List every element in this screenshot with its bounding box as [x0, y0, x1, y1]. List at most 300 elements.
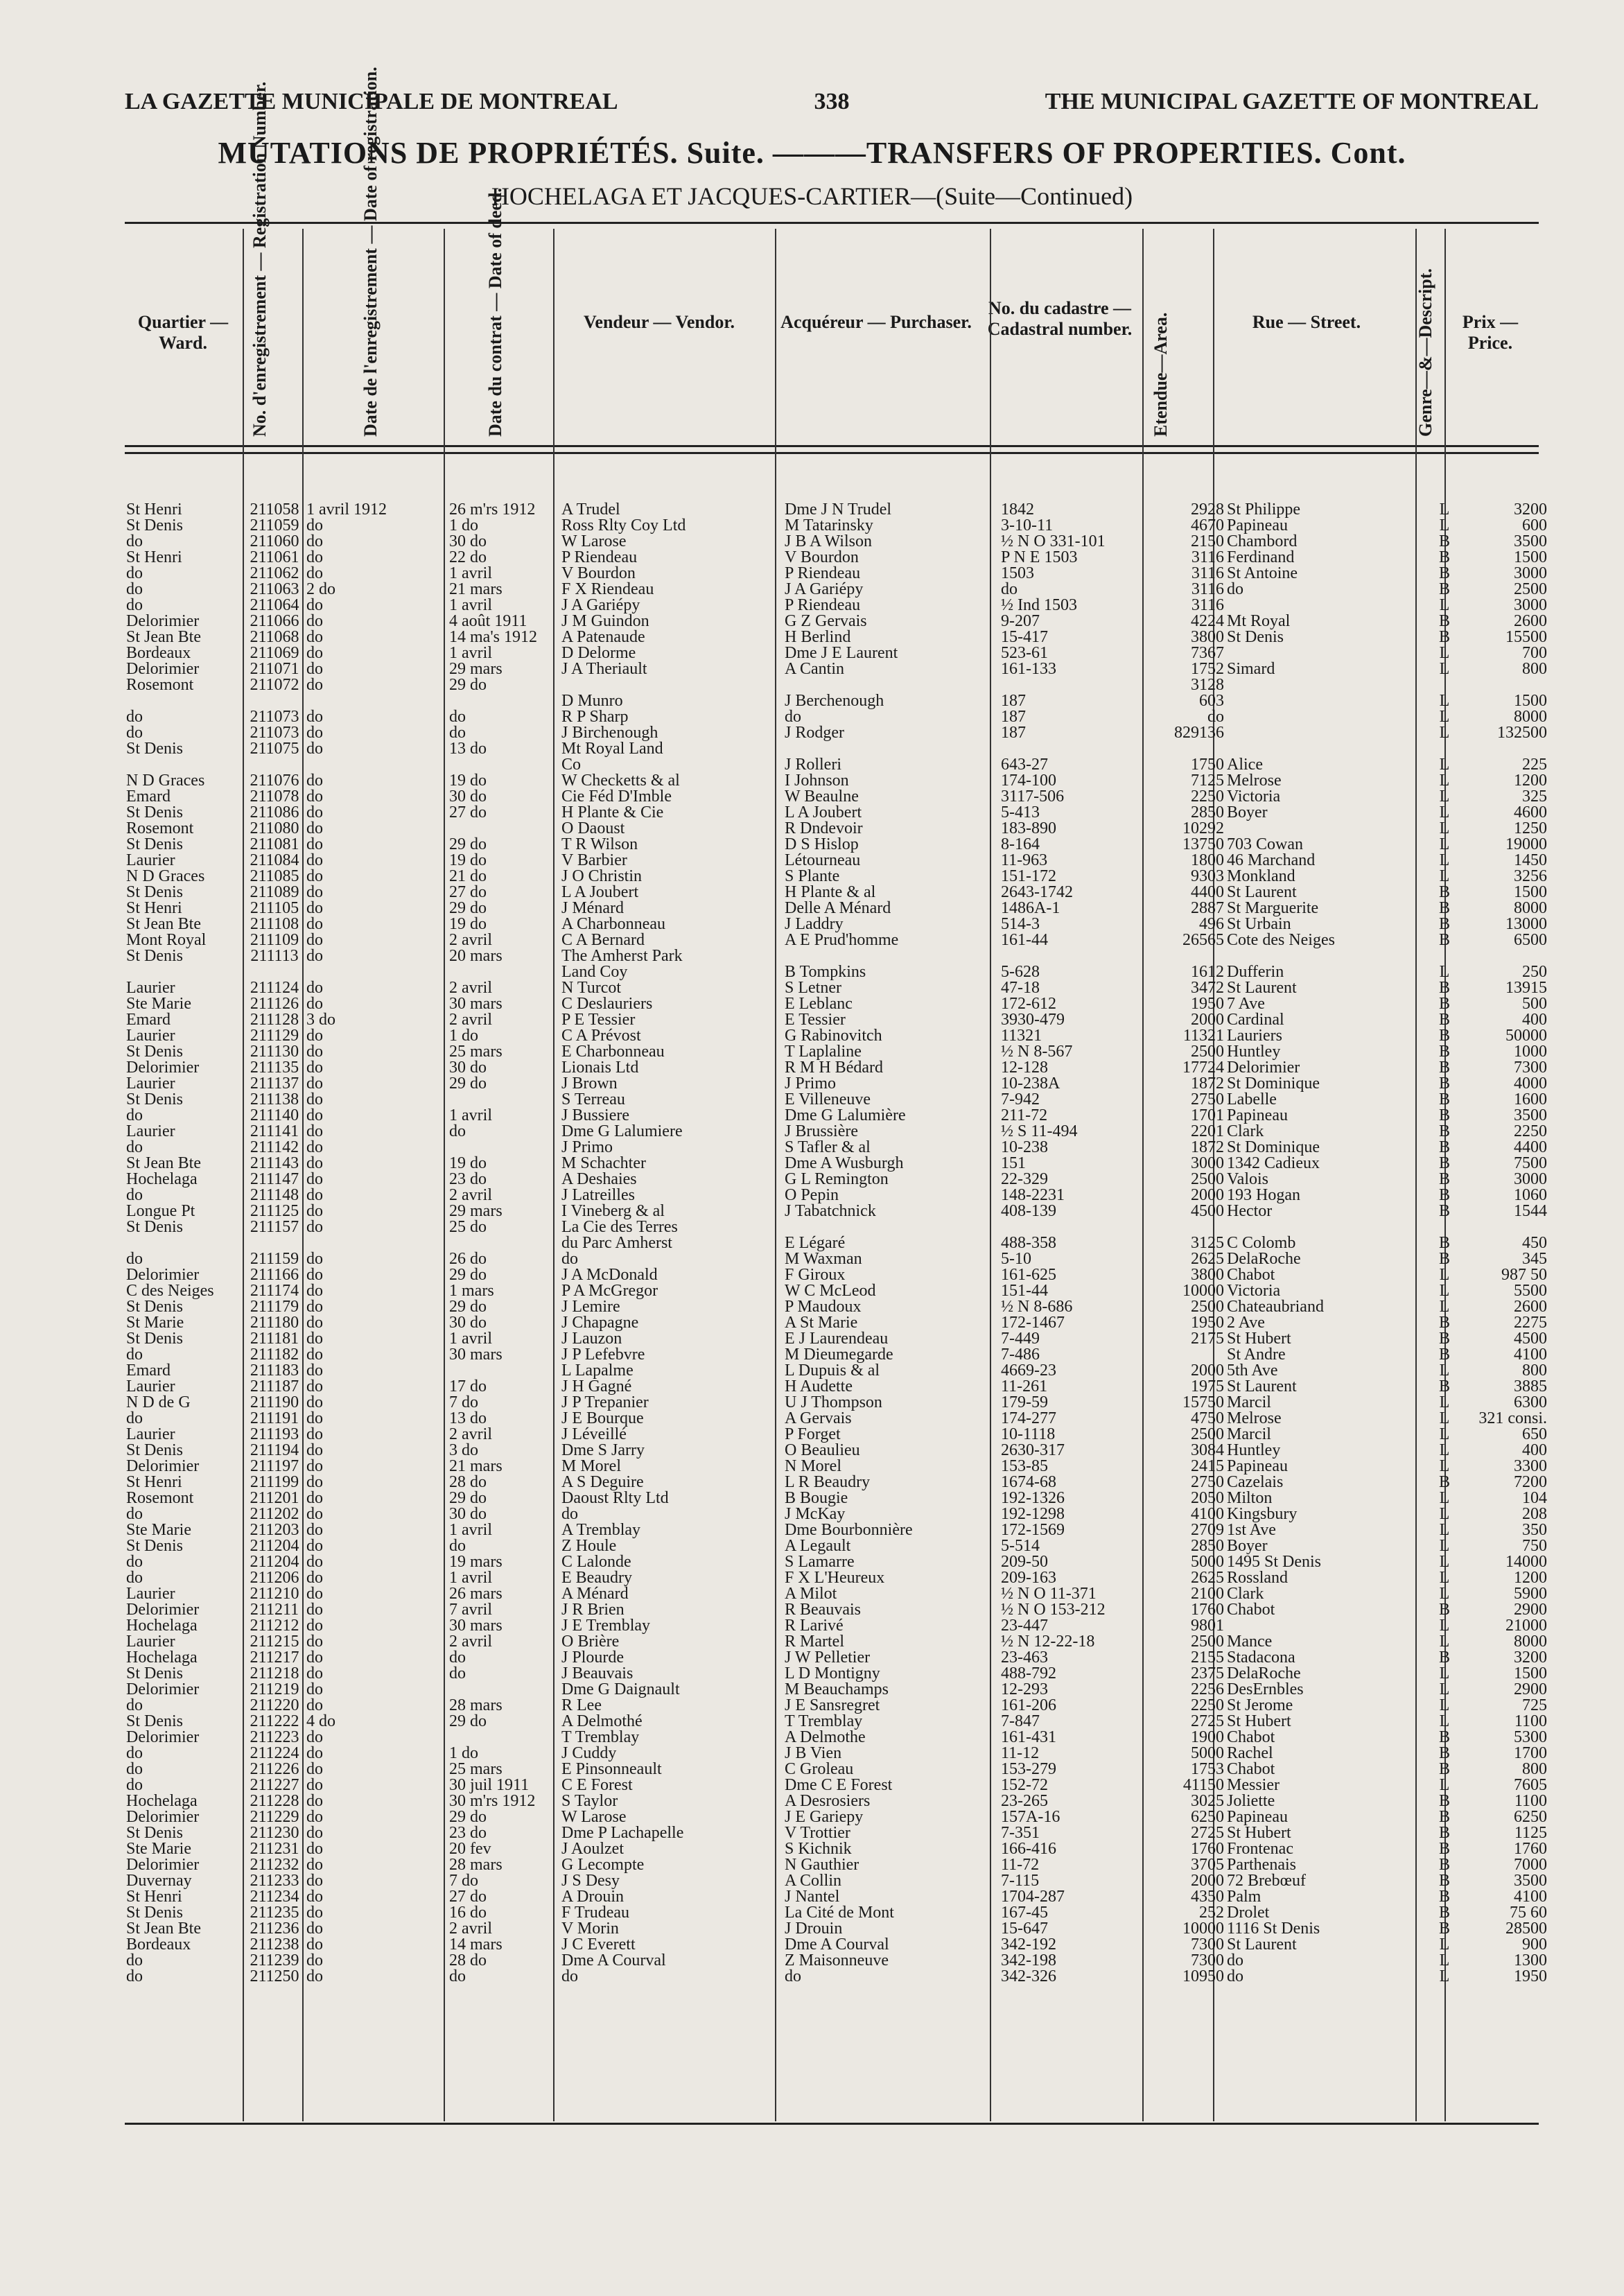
- table-row: [125, 741, 1548, 757]
- vendor-cell: J E Tremblay: [561, 1618, 651, 1634]
- registration-number-cell: 211210: [250, 1586, 299, 1602]
- table-row: [125, 869, 1548, 885]
- price-cell: 1950: [1514, 1969, 1547, 1985]
- street-cell: Palm: [1227, 1889, 1261, 1905]
- ward-cell: do: [126, 1953, 143, 1969]
- vendor-cell: Dme G Daignault: [561, 1682, 680, 1698]
- table-row: [125, 1969, 1548, 1985]
- registration-number-cell: 211081: [250, 837, 299, 853]
- registration-date-cell: do: [306, 773, 323, 789]
- price-cell: 800: [1522, 1762, 1547, 1777]
- price-cell: 800: [1522, 1363, 1547, 1379]
- registration-date-cell: do: [306, 1953, 323, 1969]
- registration-number-cell: 211066: [250, 614, 299, 629]
- ward-cell: Laurier: [126, 1427, 175, 1443]
- genre-cell: B: [1438, 1793, 1450, 1809]
- price-cell: 15500: [1505, 629, 1547, 645]
- area-cell: 3125: [1191, 1235, 1224, 1251]
- deed-date-cell: 1 mars: [449, 1283, 494, 1299]
- cadastre-cell: 5-628: [1001, 964, 1040, 980]
- vendor-cell: The Amherst Park: [561, 948, 683, 964]
- purchaser-cell: J Brussière: [785, 1124, 858, 1140]
- registration-date-cell: do: [306, 1937, 323, 1953]
- registration-date-cell: do: [306, 1363, 323, 1379]
- registration-number-cell: 211180: [250, 1315, 299, 1331]
- purchaser-cell: W Beaulne: [785, 789, 859, 805]
- vendor-cell: Dme A Courval: [561, 1953, 666, 1969]
- price-cell: 1200: [1514, 773, 1547, 789]
- registration-number-cell: 211140: [250, 1108, 299, 1124]
- price-cell: 4600: [1514, 805, 1547, 821]
- price-cell: 50000: [1505, 1028, 1547, 1044]
- ward-cell: Laurier: [126, 1379, 175, 1395]
- registration-number-cell: 211218: [250, 1666, 299, 1682]
- vendor-cell: J H Gagné: [561, 1379, 632, 1395]
- genre-cell: L: [1439, 1267, 1450, 1283]
- purchaser-cell: [783, 741, 999, 757]
- registration-date-cell: do: [306, 1809, 323, 1825]
- deed-date-cell: 19 do: [449, 916, 487, 932]
- genre-cell: [1429, 741, 1460, 757]
- area-cell: 5000: [1191, 1746, 1224, 1762]
- area-cell: 15750: [1182, 1395, 1224, 1411]
- deed-date-cell: 17 do: [449, 1379, 487, 1395]
- registration-date-cell: do: [306, 1475, 323, 1490]
- price-cell: 750: [1522, 1538, 1547, 1554]
- genre-cell: L: [1439, 1953, 1450, 1969]
- cadastre-cell: ½ S 11-494: [1001, 1124, 1078, 1140]
- street-cell: 193 Hogan: [1227, 1188, 1300, 1203]
- vendor-cell: F X Riendeau: [561, 582, 654, 598]
- registration-date-cell: do: [306, 709, 323, 725]
- cadastre-cell: 179-59: [1001, 1395, 1048, 1411]
- street-cell: Melrose: [1227, 773, 1282, 789]
- registration-date-cell: do: [306, 518, 323, 534]
- ward-cell: Delorimier: [126, 1602, 200, 1618]
- registration-date-cell: do: [306, 1459, 323, 1475]
- price-cell: 1600: [1514, 1092, 1547, 1108]
- registration-date-cell: do: [306, 948, 323, 964]
- genre-cell: B: [1438, 1060, 1450, 1076]
- price-cell: 2275: [1514, 1315, 1547, 1331]
- purchaser-cell: J E Sansregret: [785, 1698, 880, 1714]
- deed-date-cell: 29 mars: [449, 1203, 503, 1219]
- ward-cell: Delorimier: [126, 1857, 200, 1873]
- street-cell: Valois: [1227, 1172, 1268, 1188]
- street-cell: Kingsbury: [1227, 1506, 1298, 1522]
- registration-date-cell: do: [306, 1666, 323, 1682]
- purchaser-cell: A Desrosiers: [785, 1793, 871, 1809]
- deed-date-cell: 28 mars: [449, 1857, 503, 1873]
- street-cell: [1225, 948, 1429, 964]
- price-cell: 4000: [1514, 1076, 1547, 1092]
- cadastre-cell: 209-50: [1001, 1554, 1048, 1570]
- street-cell: 5th Ave: [1227, 1363, 1278, 1379]
- registration-date-cell: do: [306, 980, 323, 996]
- registration-number-cell: 211109: [250, 932, 299, 948]
- genre-cell: L: [1439, 1586, 1450, 1602]
- ward-cell: Delorimier: [126, 1060, 200, 1076]
- cadastre-cell: 209-163: [1001, 1570, 1056, 1586]
- registration-number-cell: 211124: [250, 980, 299, 996]
- deed-date-cell: 28 do: [449, 1475, 487, 1490]
- purchaser-cell: [783, 1219, 999, 1235]
- purchaser-cell: J B Vien: [785, 1746, 842, 1762]
- price-cell: [1460, 741, 1548, 757]
- street-cell: Chabot: [1227, 1602, 1275, 1618]
- registration-number-cell: 211250: [250, 1969, 299, 1985]
- registration-number-cell: 211113: [250, 948, 299, 964]
- price-cell: 8000: [1514, 901, 1547, 916]
- purchaser-cell: do: [785, 1969, 801, 1985]
- cadastre-cell: 10-238: [1001, 1140, 1048, 1156]
- price-cell: 7500: [1514, 1156, 1547, 1172]
- price-cell: 800: [1522, 661, 1547, 677]
- cadastre-cell: 643-27: [1001, 757, 1048, 773]
- price-cell: 2500: [1514, 582, 1547, 598]
- cadastre-cell: 187: [1001, 725, 1026, 741]
- cadastre-cell: 12-128: [1001, 1060, 1048, 1076]
- area-cell: 2725: [1191, 1825, 1224, 1841]
- table-row: [125, 1092, 1548, 1108]
- ward-cell: Laurier: [126, 1124, 175, 1140]
- vendor-cell: T R Wilson: [561, 837, 638, 853]
- registration-number-cell: 211204: [250, 1538, 299, 1554]
- cadastre-cell: 3-10-11: [1001, 518, 1054, 534]
- ward-cell: St Henri: [126, 1475, 182, 1490]
- area-cell: 2000: [1191, 1363, 1224, 1379]
- vendor-cell: P E Tessier: [561, 1012, 636, 1028]
- deed-date-cell: 2 avril: [449, 1634, 492, 1650]
- genre-cell: L: [1439, 1682, 1450, 1698]
- ward-cell: St Henri: [126, 502, 182, 518]
- street-cell: 1342 Cadieux: [1227, 1156, 1320, 1172]
- genre-cell: B: [1438, 1203, 1450, 1219]
- cadastre-cell: 11-12: [1001, 1746, 1040, 1762]
- area-cell: 2750: [1191, 1475, 1224, 1490]
- registration-number-cell: 211232: [250, 1857, 299, 1873]
- vendor-cell: do: [561, 1506, 578, 1522]
- area-cell: 4750: [1191, 1411, 1224, 1427]
- registration-number-cell: 211061: [250, 550, 299, 566]
- deed-date-cell: 19 do: [449, 853, 487, 869]
- deed-date-cell: 14 ma's 1912: [449, 629, 537, 645]
- cadastre-cell: ½ N 8-686: [1001, 1299, 1073, 1315]
- street-cell: 72 Brebœuf: [1227, 1873, 1306, 1889]
- area-cell: 3800: [1191, 1267, 1224, 1283]
- price-cell: 1760: [1514, 1841, 1547, 1857]
- registration-date-cell: do: [306, 677, 323, 693]
- table-row: [125, 916, 1548, 932]
- registration-number-cell: 211084: [250, 853, 299, 869]
- purchaser-cell: L A Joubert: [785, 805, 862, 821]
- registration-date-cell: do: [306, 1905, 323, 1921]
- cadastre-cell: 174-277: [1001, 1411, 1056, 1427]
- area-cell: 41150: [1182, 1777, 1224, 1793]
- ward-cell: do: [126, 1411, 143, 1427]
- price-cell: 21000: [1505, 1618, 1547, 1634]
- registration-date-cell: do: [306, 885, 323, 901]
- vendor-cell: J Ménard: [561, 901, 624, 916]
- purchaser-cell: J Tabatchnick: [785, 1203, 876, 1219]
- deed-date-cell: 20 fev: [449, 1841, 491, 1857]
- ward-cell: Bordeaux: [126, 645, 191, 661]
- table-row: [125, 1746, 1548, 1762]
- area-cell: 2725: [1191, 1714, 1224, 1730]
- registration-date-cell: do: [306, 1570, 323, 1586]
- cadastre-cell: 1704-287: [1001, 1889, 1065, 1905]
- deed-date-cell: 28 do: [449, 1953, 487, 1969]
- area-cell: 829136: [1174, 725, 1224, 741]
- cadastre-cell: 12-293: [1001, 1682, 1048, 1698]
- area-cell: 10950: [1182, 1969, 1224, 1985]
- genre-cell: B: [1438, 996, 1450, 1012]
- price-cell: 1060: [1514, 1188, 1547, 1203]
- registration-date-cell: do: [306, 1522, 323, 1538]
- genre-cell: L: [1439, 1554, 1450, 1570]
- genre-cell: L: [1439, 693, 1450, 709]
- table-row: [125, 1602, 1548, 1618]
- price-cell: 4400: [1514, 1140, 1547, 1156]
- purchaser-cell: I Johnson: [785, 773, 849, 789]
- vendor-cell: J Birchenough: [561, 725, 658, 741]
- vendor-cell: F Trudeau: [561, 1905, 630, 1921]
- registration-number-cell: 211148: [250, 1188, 299, 1203]
- street-cell: Chambord: [1227, 534, 1298, 550]
- table-row: [125, 1060, 1548, 1076]
- registration-number-cell: 211138: [250, 1092, 299, 1108]
- cadastre-cell: ½ Ind 1503: [1001, 598, 1077, 614]
- deed-date-cell: 19 do: [449, 1156, 487, 1172]
- cadastre-cell: 7-847: [1001, 1714, 1040, 1730]
- ward-cell: Hochelaga: [126, 1618, 198, 1634]
- cadastre-cell: 2630-317: [1001, 1443, 1065, 1459]
- purchaser-cell: W C McLeod: [785, 1283, 876, 1299]
- purchaser-cell: G Z Gervais: [785, 614, 867, 629]
- price-cell: 8000: [1514, 709, 1547, 725]
- deed-date-cell: 30 do: [449, 1506, 487, 1522]
- street-cell: St Hubert: [1227, 1331, 1291, 1347]
- table-row: [125, 1538, 1548, 1554]
- genre-cell: B: [1438, 614, 1450, 629]
- ward-cell: do: [126, 1969, 143, 1985]
- purchaser-cell: S Lamarre: [785, 1554, 855, 1570]
- registration-date-cell: 3 do: [306, 1012, 335, 1028]
- genre-cell: L: [1439, 789, 1450, 805]
- table-row: [125, 518, 1548, 534]
- cadastre-cell: 153-279: [1001, 1762, 1056, 1777]
- area-cell: 3800: [1191, 629, 1224, 645]
- street-cell: Chabot: [1227, 1267, 1275, 1283]
- table-row: [125, 614, 1548, 629]
- purchaser-cell: M Tatarinsky: [785, 518, 873, 534]
- price-cell: 400: [1522, 1443, 1547, 1459]
- ward-cell: St Denis: [126, 1538, 184, 1554]
- registration-date-cell: do: [306, 1921, 323, 1937]
- deed-date-cell: 29 mars: [449, 661, 503, 677]
- ward-cell: do: [126, 1506, 143, 1522]
- col-area: Etendue—Area.: [1151, 312, 1171, 437]
- purchaser-cell: A E Prud'homme: [785, 932, 899, 948]
- vendor-cell: J A McDonald: [561, 1267, 658, 1283]
- col-cadastre: No. du cadastre — Cadastral number.: [987, 298, 1133, 339]
- registration-number-cell: 211203: [250, 1522, 299, 1538]
- ward-cell: do: [126, 1140, 143, 1156]
- registration-date-cell: do: [306, 1108, 323, 1124]
- registration-number-cell: 211105: [250, 901, 299, 916]
- ward-cell: Rosemont: [126, 1490, 194, 1506]
- genre-cell: L: [1439, 805, 1450, 821]
- registration-number-cell: 211073: [250, 709, 299, 725]
- deed-date-cell: 2 avril: [449, 1921, 492, 1937]
- table-row: [125, 1379, 1548, 1395]
- street-cell: Ferdinand: [1227, 550, 1295, 566]
- vendor-cell: J P Trepanier: [561, 1395, 649, 1411]
- registration-number-cell: 211108: [250, 916, 299, 932]
- deed-date-cell: 7 do: [449, 1395, 478, 1411]
- col-reg: No. d'enregistrement — Registration Number.: [250, 81, 270, 437]
- registration-number-cell: 211194: [250, 1443, 299, 1459]
- registration-date-cell: do: [306, 1251, 323, 1267]
- area-cell: 2155: [1191, 1650, 1224, 1666]
- table-row: [125, 948, 1548, 964]
- registration-date-cell: do: [306, 629, 323, 645]
- registration-date-cell: do: [306, 1124, 323, 1140]
- registration-date-cell: do: [306, 1586, 323, 1602]
- registration-number-cell: 211064: [250, 598, 299, 614]
- street-cell: Victoria: [1227, 1283, 1281, 1299]
- ward-cell: St Henri: [126, 550, 182, 566]
- genre-cell: L: [1439, 1490, 1450, 1506]
- cadastre-cell: 187: [1001, 709, 1026, 725]
- genre-cell: L: [1439, 1443, 1450, 1459]
- deed-date-cell: 13 do: [449, 741, 487, 757]
- area-cell: [1153, 948, 1225, 964]
- cadastre-cell: 15-647: [1001, 1921, 1048, 1937]
- purchaser-cell: Dme J E Laurent: [785, 645, 898, 661]
- cadastre-cell: 172-1569: [1001, 1522, 1065, 1538]
- street-cell: St Marguerite: [1227, 901, 1319, 916]
- ward-cell: N D de G: [126, 1395, 191, 1411]
- vendor-cell: V Morin: [561, 1921, 619, 1937]
- deed-date-cell: do: [449, 1666, 466, 1682]
- ward-cell: Hochelaga: [126, 1650, 198, 1666]
- street-cell: 703 Cowan: [1227, 837, 1303, 853]
- purchaser-cell: H Audette: [785, 1379, 853, 1395]
- deed-date-cell: 19 mars: [449, 1554, 503, 1570]
- deed-date-cell: 22 do: [449, 550, 487, 566]
- cadastre-cell: 192-1326: [1001, 1490, 1065, 1506]
- table-row: [125, 1586, 1548, 1602]
- area-cell: 1975: [1191, 1379, 1224, 1395]
- deed-date-cell: 2 avril: [449, 1188, 492, 1203]
- price-cell: 1100: [1514, 1793, 1547, 1809]
- area-cell: 2850: [1191, 805, 1224, 821]
- genre-cell: L: [1439, 1538, 1450, 1554]
- cadastre-cell: 22-329: [1001, 1172, 1048, 1188]
- cadastre-cell: 7-942: [1001, 1092, 1040, 1108]
- registration-number-cell: 211174: [250, 1283, 299, 1299]
- registration-date-cell: do: [306, 1857, 323, 1873]
- ward-cell: Emard: [126, 1012, 171, 1028]
- area-cell: 2500: [1191, 1427, 1224, 1443]
- deed-date-cell: [448, 1235, 560, 1251]
- table-row: [125, 757, 1548, 773]
- deed-date-cell: 29 do: [449, 901, 487, 916]
- registration-date-cell: [305, 757, 448, 773]
- vendor-cell: L Lapalme: [561, 1363, 634, 1379]
- registration-date-cell: do: [306, 1777, 323, 1793]
- table-row: [125, 550, 1548, 566]
- purchaser-cell: J Drouin: [785, 1921, 843, 1937]
- cadastre-cell: 9-207: [1001, 614, 1040, 629]
- price-cell: 450: [1522, 1235, 1547, 1251]
- registration-date-cell: do: [306, 1825, 323, 1841]
- cadastre-cell: 23-447: [1001, 1618, 1048, 1634]
- street-cell: St Laurent: [1227, 1937, 1297, 1953]
- table-row: [125, 1124, 1548, 1140]
- deed-date-cell: 30 do: [449, 1060, 487, 1076]
- registration-date-cell: do: [306, 1554, 323, 1570]
- area-cell: 603: [1199, 693, 1224, 709]
- street-cell: St Laurent: [1227, 1379, 1297, 1395]
- vendor-cell: J A Theriault: [561, 661, 647, 677]
- cadastre-cell: 1503: [1001, 566, 1034, 582]
- purchaser-cell: U J Thompson: [785, 1395, 882, 1411]
- registration-number-cell: 211235: [250, 1905, 299, 1921]
- table-row: [125, 1251, 1548, 1267]
- purchaser-cell: Z Maisonneuve: [785, 1953, 889, 1969]
- table-row: [125, 773, 1548, 789]
- vendor-cell: V Bourdon: [561, 566, 636, 582]
- cadastre-cell: 161-133: [1001, 661, 1056, 677]
- registration-date-cell: do: [306, 869, 323, 885]
- street-cell: St Andre: [1227, 1347, 1286, 1363]
- registration-number-cell: 211062: [250, 566, 299, 582]
- genre-cell: B: [1438, 566, 1450, 582]
- registration-date-cell: [305, 693, 448, 709]
- registration-date-cell: do: [306, 1172, 323, 1188]
- ward-cell: [125, 964, 244, 980]
- purchaser-cell: L R Beaudry: [785, 1475, 871, 1490]
- deed-date-cell: 1 do: [449, 1746, 478, 1762]
- registration-number-cell: 211072: [250, 677, 299, 693]
- purchaser-cell: R Larivé: [785, 1618, 844, 1634]
- price-cell: 1500: [1514, 1666, 1547, 1682]
- col-deeddate: Date du contrat — Date of deed.: [485, 188, 505, 437]
- registration-number-cell: 211166: [250, 1267, 299, 1283]
- cadastre-cell: [999, 741, 1153, 757]
- ward-cell: St Jean Bte: [126, 629, 201, 645]
- area-cell: 3116: [1191, 566, 1224, 582]
- ward-cell: do: [126, 1698, 143, 1714]
- ward-cell: Ste Marie: [126, 1841, 191, 1857]
- area-cell: 10000: [1182, 1921, 1224, 1937]
- registration-date-cell: do: [306, 837, 323, 853]
- registration-number-cell: 211230: [250, 1825, 299, 1841]
- registration-number-cell: 211126: [250, 996, 299, 1012]
- registration-number-cell: 211069: [250, 645, 299, 661]
- table-row: [125, 1267, 1548, 1283]
- cadastre-cell: ½ N O 11-371: [1001, 1586, 1097, 1602]
- deed-date-cell: 20 mars: [449, 948, 503, 964]
- vendor-cell: M Schachter: [561, 1156, 646, 1172]
- ward-cell: N D Graces: [126, 869, 205, 885]
- price-cell: 600: [1522, 518, 1547, 534]
- area-cell: [1153, 1347, 1225, 1363]
- area-cell: 3472: [1191, 980, 1224, 996]
- purchaser-cell: H Plante & al: [785, 885, 876, 901]
